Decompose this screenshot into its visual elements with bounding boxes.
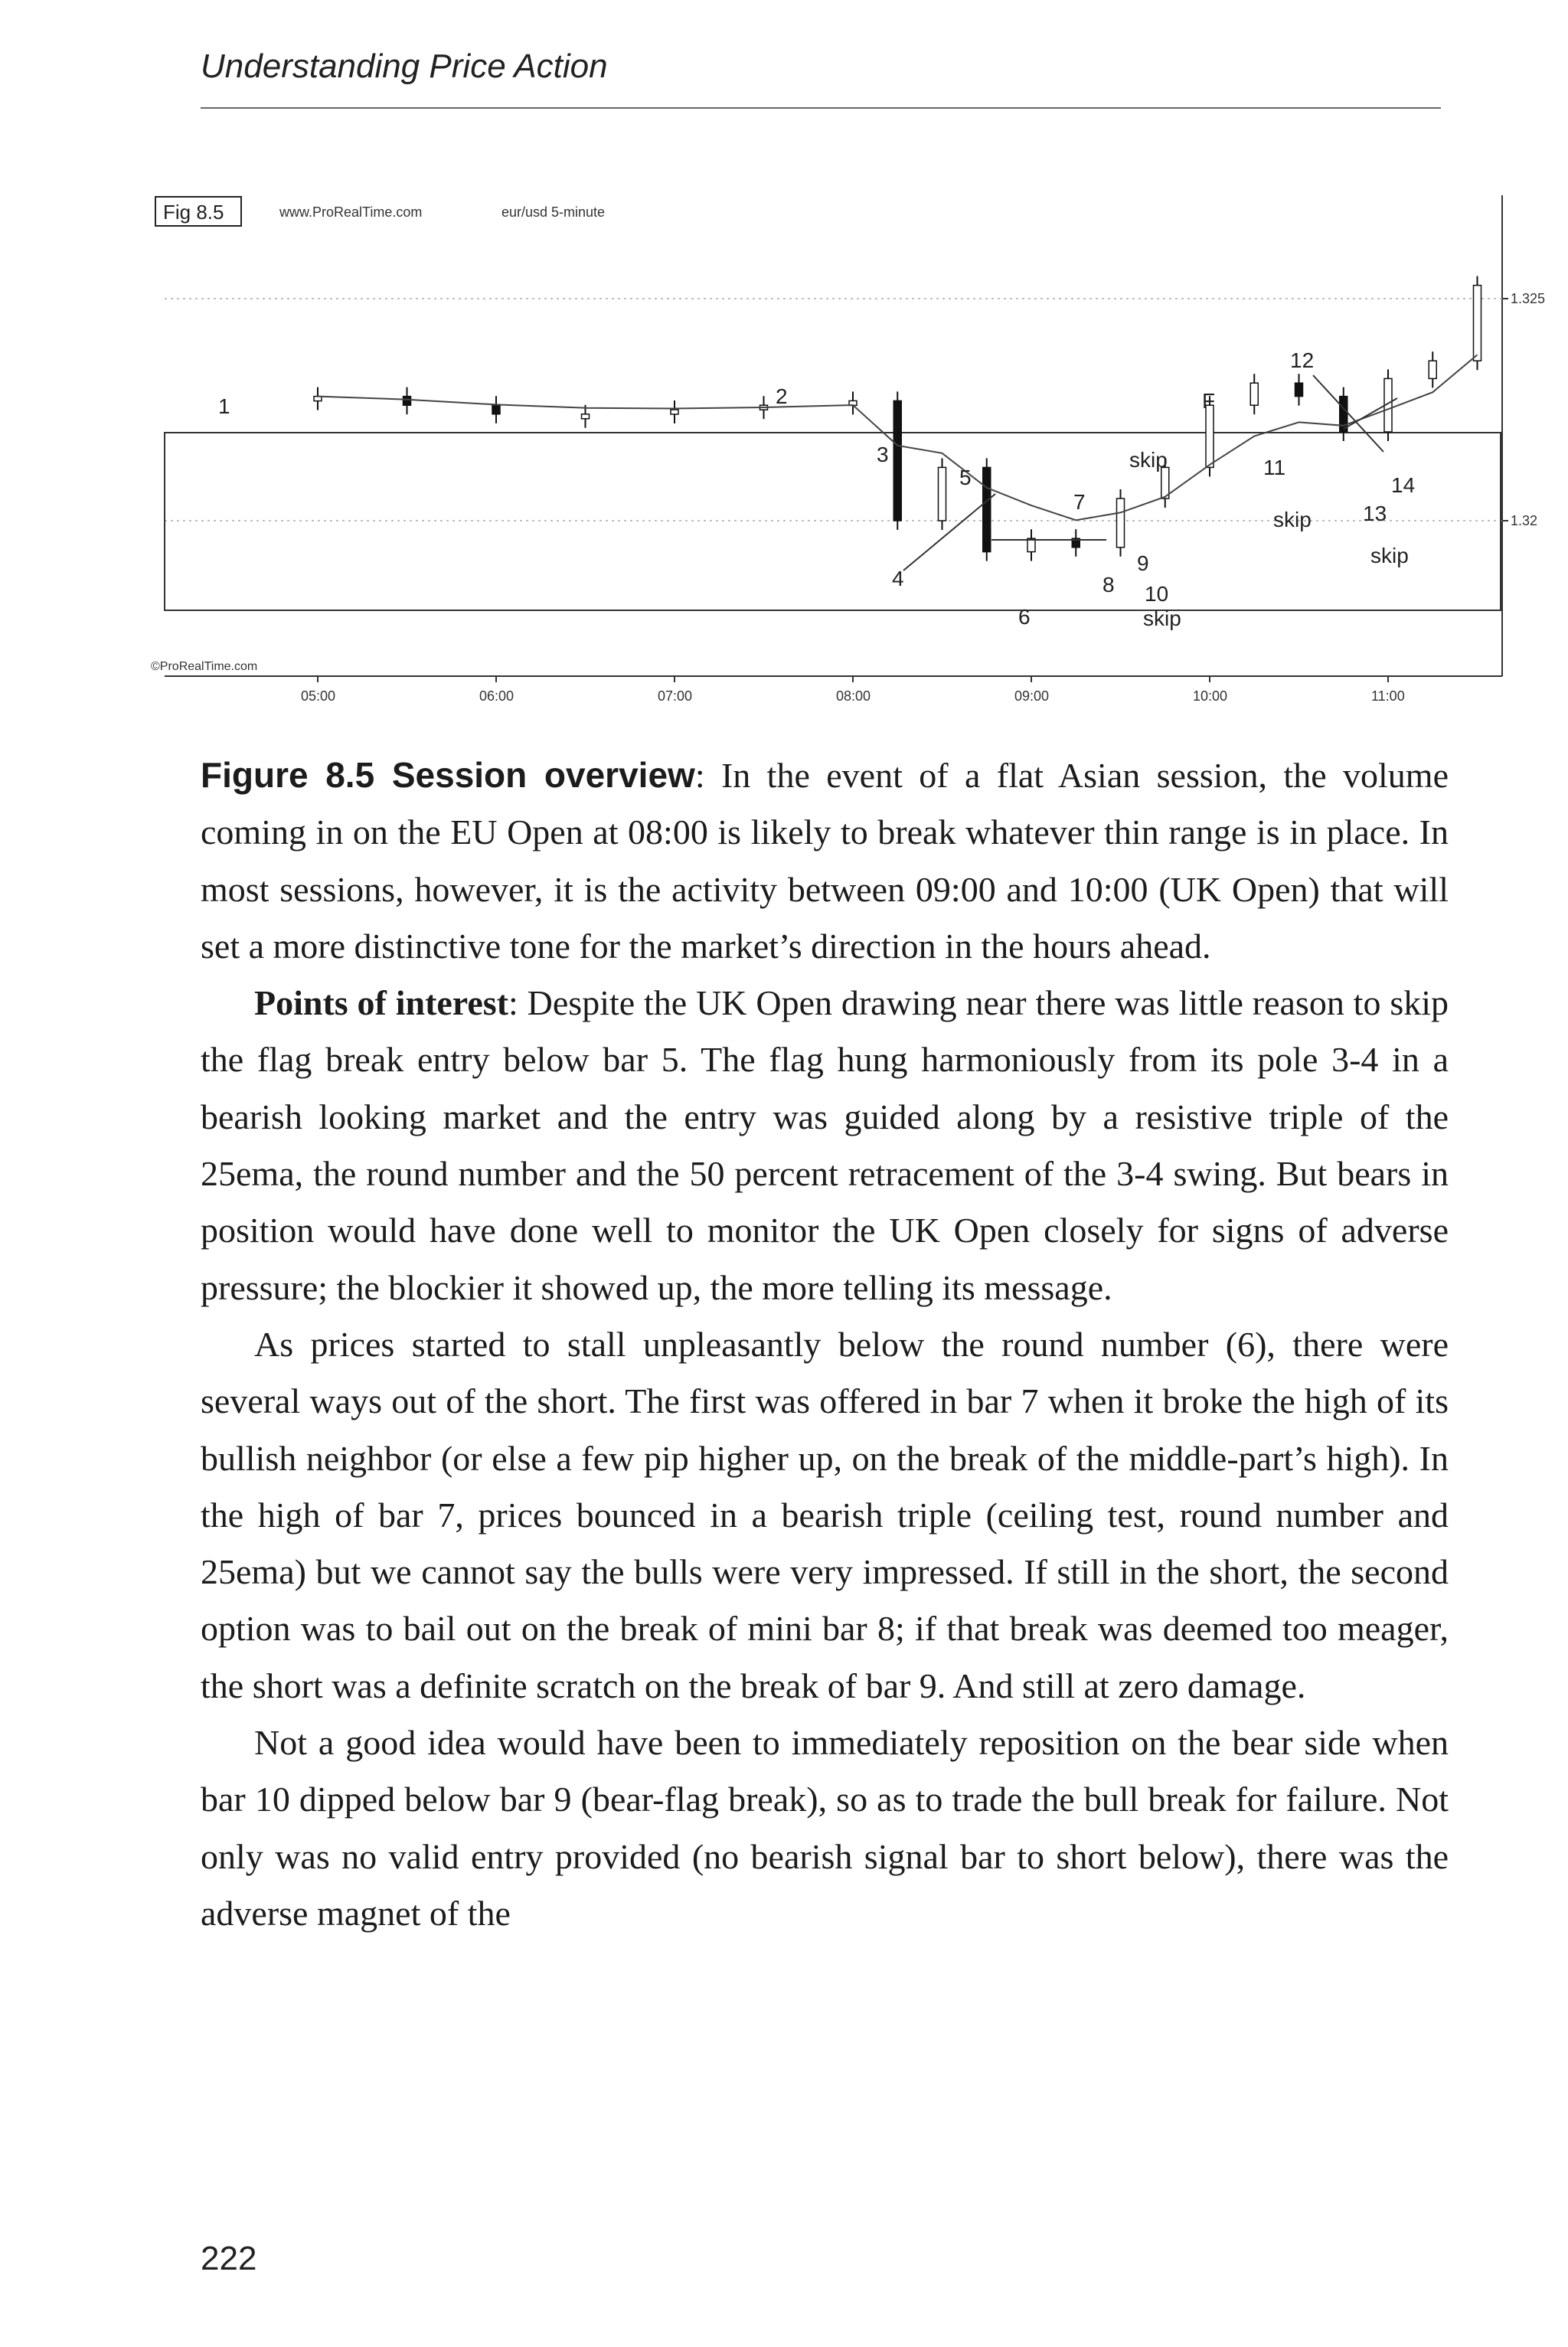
x-tick-label: 09:00 — [1014, 688, 1050, 704]
candle-body — [1206, 405, 1214, 467]
ann-10: 10 — [1145, 582, 1169, 606]
figure-8-5 — [149, 180, 1546, 724]
y-tick-label: 1.325 — [1511, 291, 1546, 306]
x-tick-label: 06:00 — [479, 688, 514, 704]
fig-tag: Fig 8.5 — [163, 201, 224, 224]
ann-5: 5 — [959, 466, 972, 489]
ann-skip-2: skip — [1143, 606, 1181, 630]
candle-body — [1250, 383, 1258, 405]
candle-body — [893, 400, 901, 521]
watermark: ©ProRealTime.com — [151, 660, 258, 673]
candle-body — [983, 467, 991, 551]
x-tick-label: 11:00 — [1371, 688, 1405, 704]
ann-14: 14 — [1391, 473, 1416, 497]
candle-body — [1474, 286, 1481, 361]
points-label: Points of interest — [254, 983, 509, 1023]
paragraph-2: As prices started to stall unpleasantly below the round number (6), there were several ways out of the short. The first was offered in bar 7 when it broke the high of its bullish neighbor (or else a few pip higher up, on the break of the middle-part’s high). In the high of bar 7, prices bounced in a bearish triple (ceiling test, round number and 25ema) but we cannot say the bulls were very impressed. If still in the short, the second option was to bail out on the break of mini bar 8; if that break was deemed too meager, the short was a definite scratch on the break of bar 9. And still at zero damage. — [201, 1324, 1449, 1705]
ann-skip-3: skip — [1273, 508, 1312, 531]
ann-2: 2 — [776, 384, 788, 408]
ann-12: 12 — [1290, 348, 1315, 372]
ann-7: 7 — [1073, 490, 1086, 514]
price-chart — [149, 180, 1546, 724]
candle-body — [1429, 361, 1436, 378]
candle-body — [671, 410, 678, 414]
page-number: 222 — [201, 2240, 257, 2277]
ann-skip-1: skip — [1129, 448, 1168, 472]
candle-body — [1117, 498, 1125, 548]
fig-source: www.ProRealTime.com — [279, 204, 423, 220]
candle-body — [492, 405, 500, 414]
x-tick-label: 08:00 — [836, 688, 871, 704]
x-tick-label: 05:00 — [301, 688, 336, 704]
x-tick-label: 07:00 — [658, 688, 693, 704]
caption-label: Figure 8.5 Session overview — [201, 755, 695, 795]
ann-8: 8 — [1102, 573, 1115, 597]
ann-3: 3 — [877, 443, 889, 466]
ann-1: 1 — [218, 394, 230, 418]
flag-line-3 — [1313, 375, 1383, 452]
y-tick-label: 1.32 — [1511, 513, 1538, 528]
ann-4: 4 — [892, 567, 904, 590]
caption-text: : In the event of a flat Asian session, the volume coming in on the EU Open at 08:00 is likely to break whatever thin range is in place. In most sessions, however, it is the activity between 09:00 and 10:00 (UK Open) that will set a more distinctive tone for the market’s direction in the hours ahead. — [201, 756, 1449, 966]
x-tick-label: 10:00 — [1193, 688, 1228, 704]
ann-11: 11 — [1263, 456, 1286, 479]
candle-body — [1295, 383, 1303, 396]
candle-body — [582, 414, 590, 419]
paragraph-3: Not a good idea would have been to immediately reposition on the bear side when bar 10 dipped below bar 9 (bear-flag break), so as to trade the bull break for failure. Not only was no valid entry provided (no bearish signal bar to short below), there was the adverse magnet of the — [201, 1723, 1449, 1933]
ann-f: F — [1202, 389, 1216, 413]
ann-13: 13 — [1363, 502, 1387, 525]
figure-caption — [201, 747, 1449, 975]
candle-body — [1161, 467, 1169, 498]
ann-6: 6 — [1018, 605, 1031, 629]
running-title: Understanding Price Action — [201, 47, 608, 85]
body-text — [201, 747, 1449, 1942]
header-rule — [201, 107, 1441, 109]
flag-line-1 — [903, 494, 995, 570]
ann-9: 9 — [1137, 551, 1149, 575]
candle-body — [939, 467, 946, 521]
paragraph-1 — [201, 975, 1449, 1316]
fig-instrument: eur/usd 5-minute — [501, 204, 606, 220]
ann-skip-4: skip — [1370, 544, 1409, 567]
axis-ticks — [301, 291, 1545, 704]
candle-body — [403, 397, 411, 406]
paragraph-1-text: : Despite the UK Open drawing near there was little reason to skip the flag break entry below bar 5. The flag hung harmoniously from its pole 3-4 in a bearish looking market and the entry was guided along by a resistive triple of the 25ema, the round number and the 50 percent retracement of the 3-4 swing. But bears in position would have done well to monitor the UK Open closely for signs of adverse pressure; the blockier it showed up, the more telling its message. — [201, 983, 1449, 1307]
